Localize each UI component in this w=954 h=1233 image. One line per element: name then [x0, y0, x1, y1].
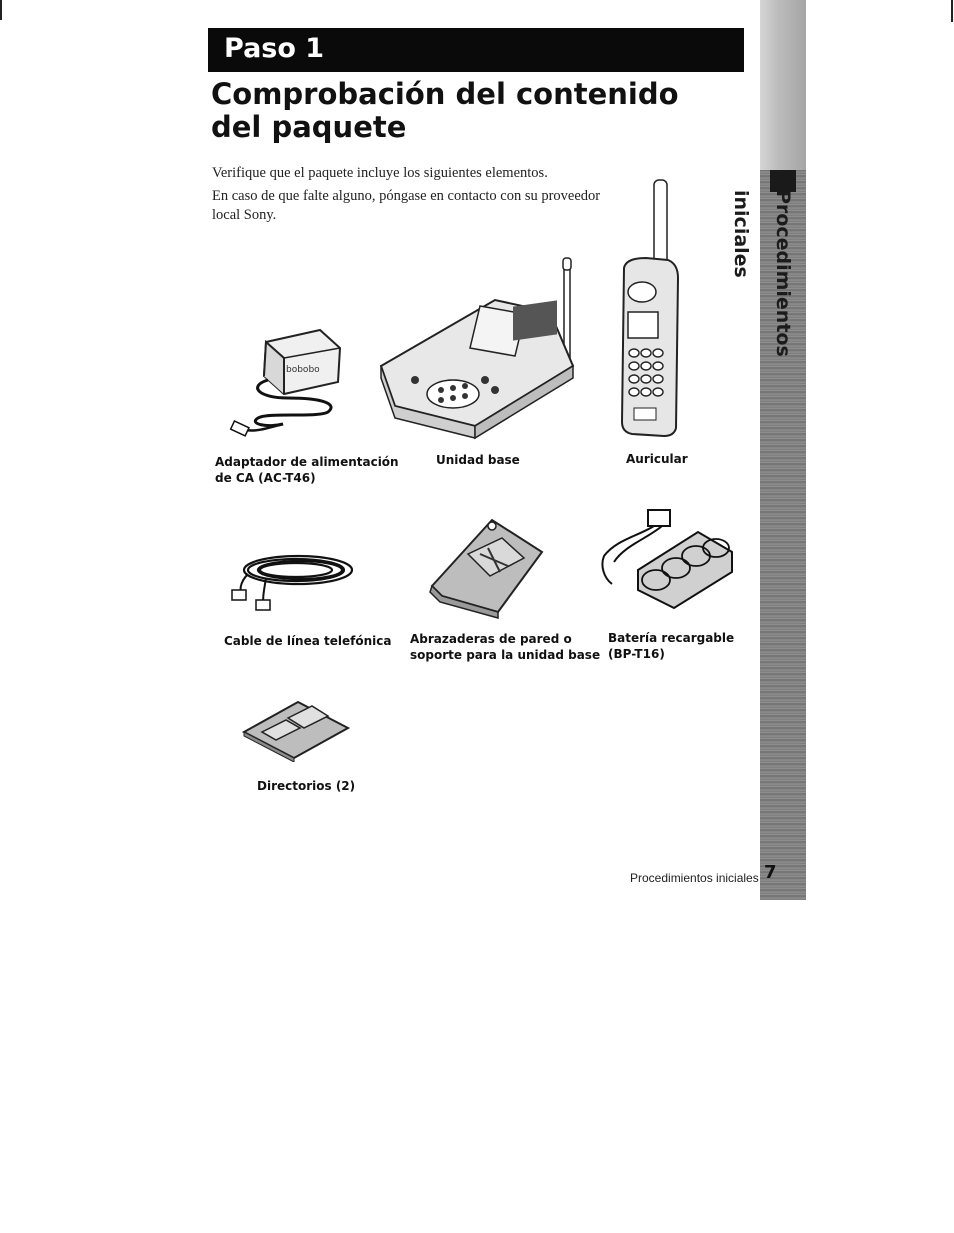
wall-bracket-illustration — [428, 514, 546, 620]
battery-illustration — [598, 508, 738, 610]
handset-caption: Auricular — [626, 452, 688, 466]
base-unit-caption: Unidad base — [436, 453, 520, 467]
page-title: Comprobación del contenido del paquete — [211, 77, 679, 144]
wall-bracket-caption-1: Abrazaderas de pared o — [410, 632, 572, 646]
intro-line-1: Verifique que el paquete incluye los siguientes elementos. — [212, 165, 548, 181]
directories-caption: Directorios (2) — [257, 779, 356, 793]
base-unit-illustration — [375, 256, 585, 446]
footer-section-name: Procedimientos iniciales — [630, 871, 759, 885]
page-number: 7 — [764, 862, 777, 883]
ac-adapter-caption-1: Adaptador de alimentación — [215, 455, 399, 469]
step-header-bar — [208, 28, 744, 72]
side-tab-label: Procedimientos iniciales — [730, 190, 794, 357]
svg-text:bobobo: bobobo — [286, 365, 320, 375]
ac-adapter-caption-2: de CA (AC-T46) — [215, 471, 316, 485]
intro-line-3: local Sony. — [212, 207, 277, 223]
line-cord-caption: Cable de línea telefónica — [224, 634, 392, 648]
side-tab-marker — [770, 170, 796, 192]
ac-adapter-illustration — [228, 320, 348, 445]
line-cord-illustration — [226, 548, 356, 614]
wall-bracket-caption-2: soporte para la unidad base — [410, 648, 601, 662]
handset-illustration — [616, 178, 682, 440]
right-edge-mark — [951, 0, 953, 22]
battery-caption-2: (BP-T16) — [608, 647, 665, 661]
intro-line-2: En caso de que falte alguno, póngase en contacto con su proveedor — [212, 188, 601, 204]
section-side-tab — [730, 0, 806, 900]
left-edge-mark — [0, 0, 2, 20]
directories-illustration — [240, 698, 352, 762]
step-label: Paso 1 — [224, 33, 325, 64]
battery-caption-1: Batería recargable — [608, 631, 735, 645]
